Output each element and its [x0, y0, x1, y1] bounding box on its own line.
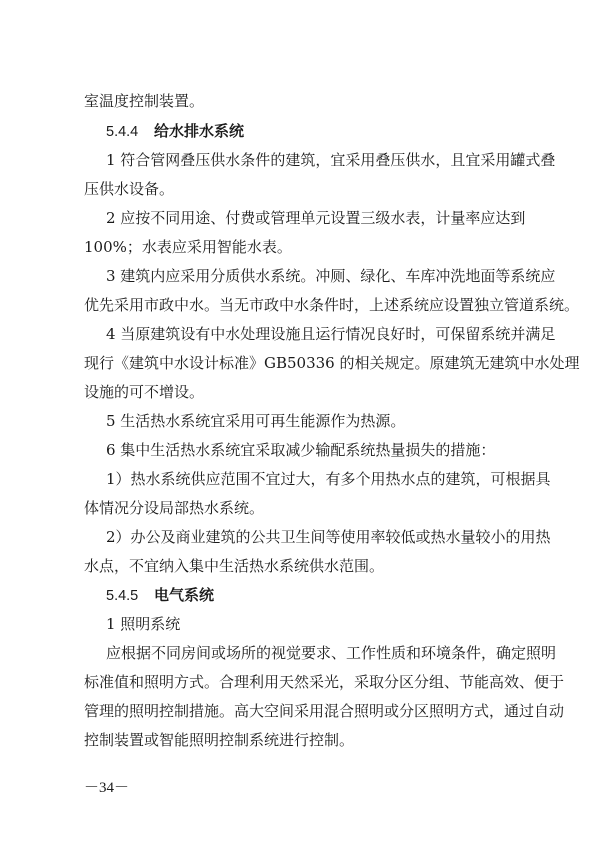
section-title: 给水排水系统 — [154, 122, 245, 140]
text-line: 3 建筑内应采用分质供水系统。冲厕、绿化、车库冲洗地面等系统应 — [106, 267, 556, 285]
text-line: 压供水设备。 — [84, 180, 175, 198]
text-line: 2）办公及商业建筑的公共卫生间等使用率较低或热水量较小的用热 — [106, 528, 551, 546]
section-number: 5.4.4 — [106, 124, 139, 140]
text-line: 6 集中生活热水系统宜采取减少输配系统热量损失的措施： — [106, 441, 496, 459]
section-number: 5.4.5 — [106, 588, 139, 604]
text-line: 5 生活热水系统宜采用可再生能源作为热源。 — [106, 412, 406, 430]
section-heading-5-4-5 — [106, 584, 214, 607]
text-line: 现行《建筑中水设计标准》GB50336 的相关规定。原建筑无建筑中水处理 — [84, 354, 580, 372]
text-line: 1 照明系统 — [106, 615, 181, 633]
text-line: 水点，不宜纳入集中生活热水系统供水范围。 — [84, 557, 385, 575]
section-heading-5-4-4 — [106, 120, 244, 143]
text-line: 1 符合管网叠压供水条件的建筑，宜采用叠压供水，且宜采用罐式叠 — [106, 151, 556, 169]
text-line: 2 应按不同用途、付费或管理单元设置三级水表，计量率应达到 — [106, 209, 526, 227]
text-line: 优先采用市政中水。当无市政中水条件时，上述系统应设置独立管道系统。 — [84, 296, 580, 314]
text-line: 设施的可不增设。 — [84, 383, 205, 401]
text-line: 室温度控制装置。 — [84, 92, 205, 110]
text-line: 4 当原建筑设有中水处理设施且运行情况良好时，可保留系统并满足 — [106, 325, 556, 343]
section-title: 电气系统 — [154, 586, 215, 604]
text-line: 100%；水表应采用智能水表。 — [84, 238, 292, 256]
text-line: 管理的照明控制措施。高大空间采用混合照明或分区照明方式，通过自动 — [84, 702, 565, 720]
text-line: 控制装置或智能照明控制系统进行控制。 — [84, 731, 355, 749]
text-line: 标准值和照明方式。合理利用天然采光，采取分区分组、节能高效、便于 — [84, 673, 565, 691]
page-number: －34－ — [84, 780, 130, 796]
text-line: 应根据不同房间或场所的视觉要求、工作性质和环境条件，确定照明 — [106, 644, 557, 662]
text-line: 1）热水系统供应范围不宜过大，有多个用热水点的建筑，可根据具 — [106, 470, 551, 488]
text-line: 体情况分设局部热水系统。 — [84, 499, 265, 517]
